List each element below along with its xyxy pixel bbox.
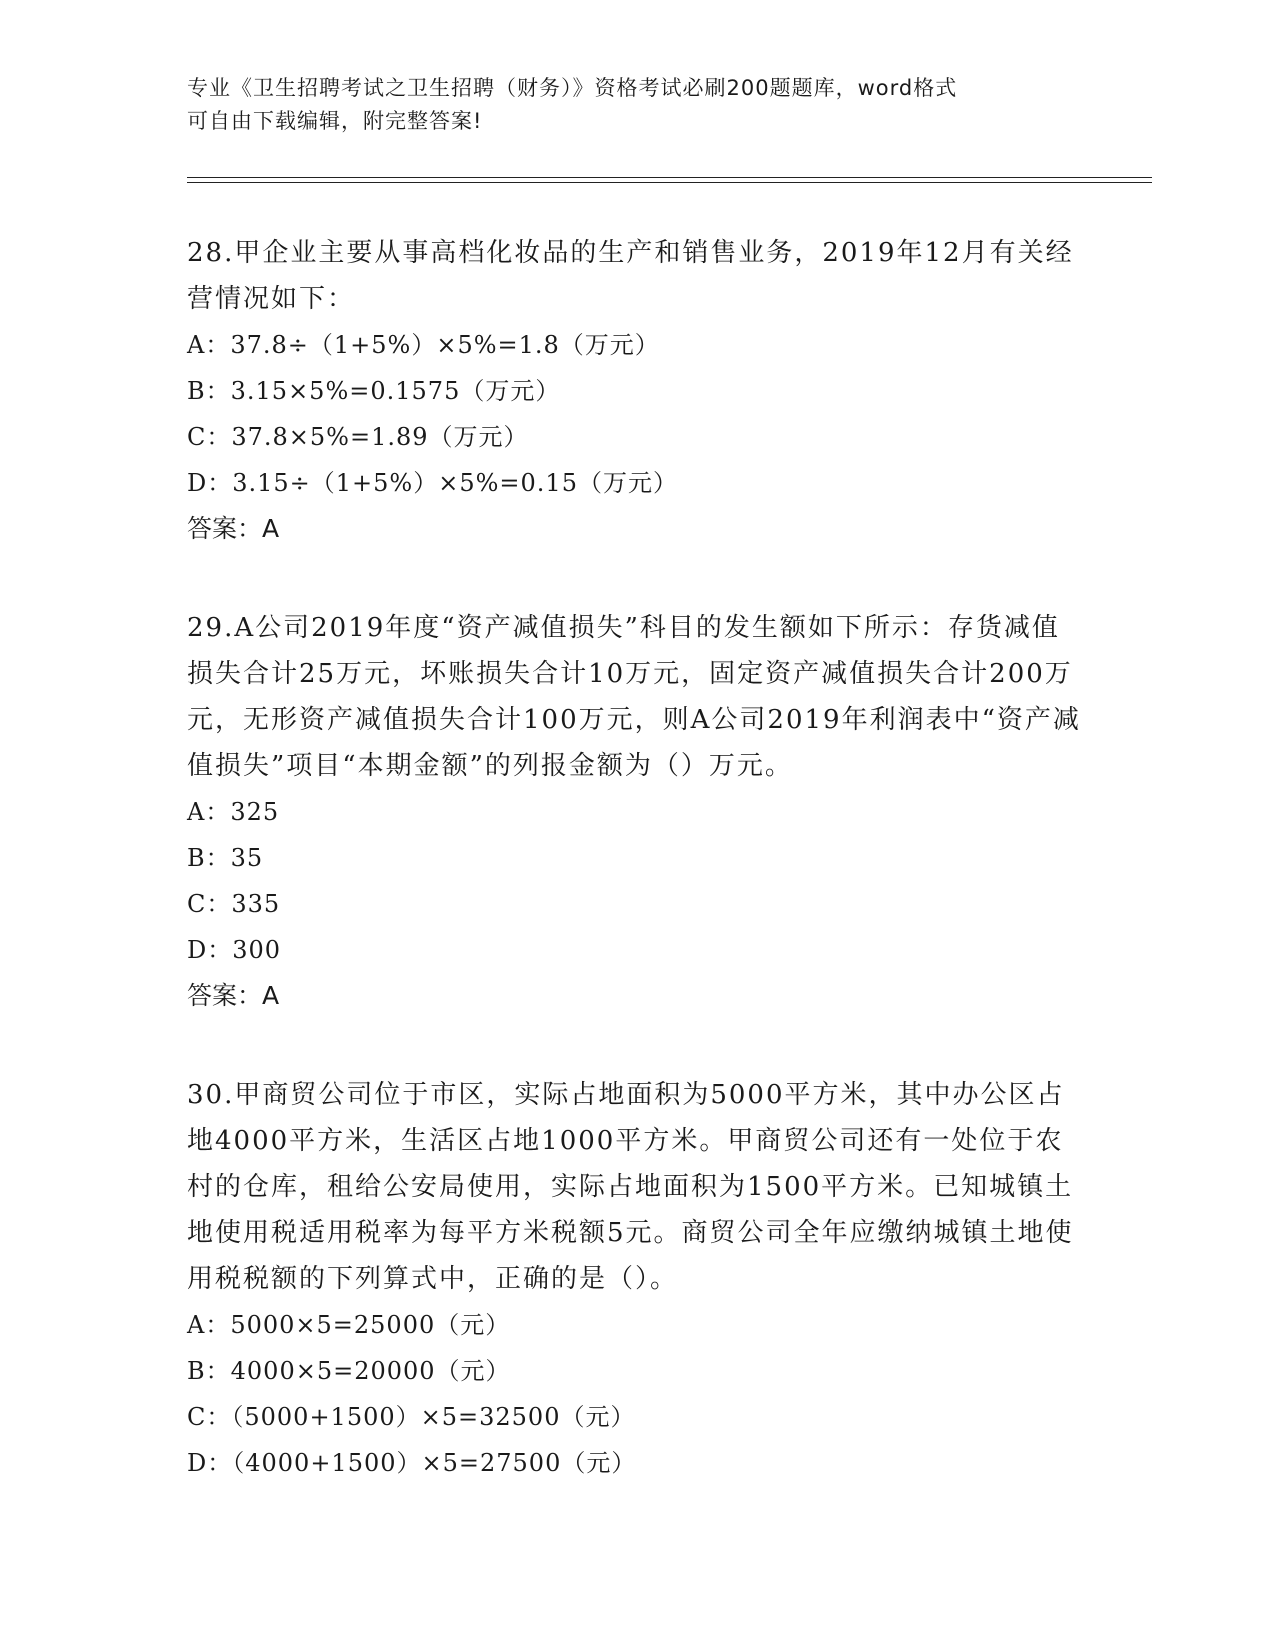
option-b: B：4000×5=20000（元） xyxy=(187,1357,511,1385)
header-line-2: 可自由下载编辑，附完整答案! xyxy=(187,109,483,133)
option-a: A：5000×5=25000（元） xyxy=(187,1311,511,1339)
header-line-1: 专业《卫生招聘考试之卫生招聘（财务）》资格考试必刷200题题库，word格式 xyxy=(187,76,958,100)
question-list xyxy=(187,230,1087,1539)
option-d: D：300 xyxy=(187,936,282,964)
question-29 xyxy=(187,605,1087,1019)
option-c: C：（5000+1500）×5=32500（元） xyxy=(187,1403,636,1431)
option-d: D：3.15÷（1+5%）×5%=0.15（万元） xyxy=(187,469,678,497)
option-c: C：37.8×5%=1.89（万元） xyxy=(187,423,529,451)
question-text: 28.甲企业主要从事高档化妆品的生产和销售业务，2019年12月有关经营情况如下： xyxy=(187,238,1074,314)
answer-label: 答案：A xyxy=(187,981,280,1010)
option-a: A：325 xyxy=(187,798,280,826)
option-c: C：335 xyxy=(187,890,281,918)
question-text: 30.甲商贸公司位于市区，实际占地面积为5000平方米，其中办公区占地4000平方米，生活区占地1000平方米。甲商贸公司还有一处位于农村的仓库，租给公安局使用，实际占地面积为1500平方米。已知城镇土地使用税适用税率为每平方米税额5元。商贸公司全年应缴纳城镇土地使用税税额的下列算式中，正确的是（）。 xyxy=(187,1080,1074,1294)
option-a: A：37.8÷（1+5%）×5%=1.8（万元） xyxy=(187,331,660,359)
header-divider-top xyxy=(187,177,1152,178)
header-divider-bottom xyxy=(187,182,1152,183)
option-b: B：35 xyxy=(187,844,264,872)
question-28 xyxy=(187,230,1087,552)
option-b: B：3.15×5%=0.1575（万元） xyxy=(187,377,561,405)
option-d: D：（4000+1500）×5=27500（元） xyxy=(187,1449,637,1477)
question-30 xyxy=(187,1072,1087,1486)
document-header xyxy=(187,72,1067,138)
question-text: 29.A公司2019年度“资产减值损失”科目的发生额如下所示：存货减值损失合计25万元，坏账损失合计10万元，固定资产减值损失合计200万元，无形资产减值损失合计100万元，则A公司2019年利润表中“资产减值损失”项目“本期金额”的列报金额为（）万元。 xyxy=(187,613,1081,781)
answer-label: 答案：A xyxy=(187,514,280,543)
